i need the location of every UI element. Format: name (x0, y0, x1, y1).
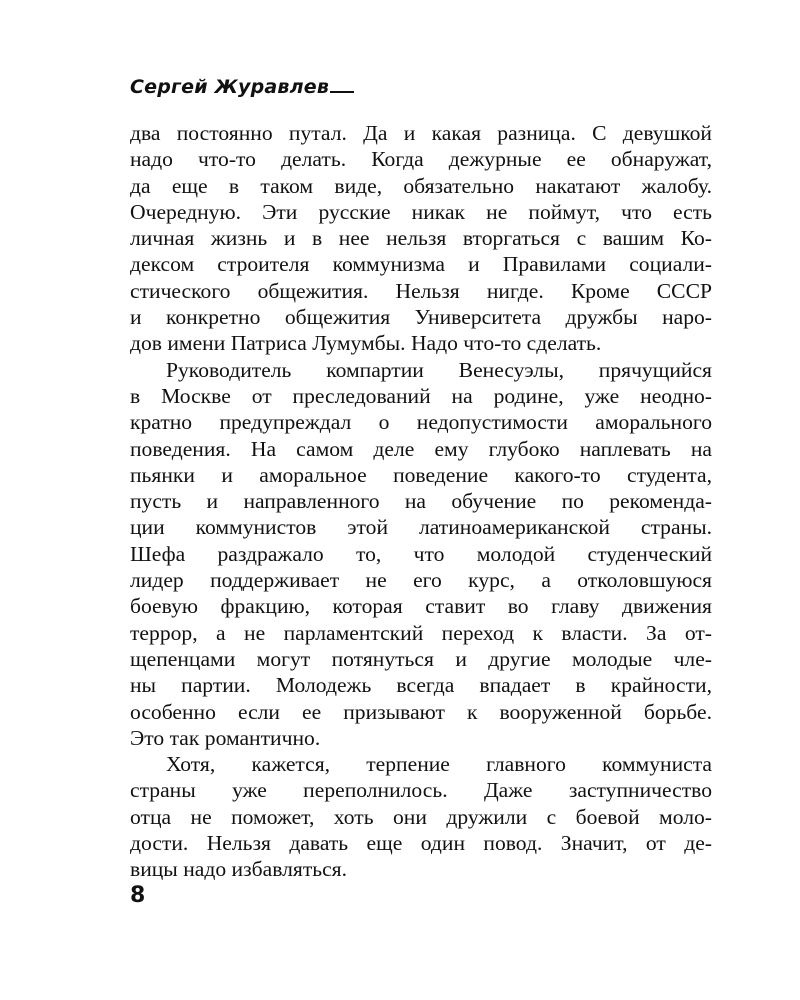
text-line: пьянки и аморальное поведение какого-то студента, (130, 462, 712, 487)
text-line: дов имени Патриса Лумумбы. Надо что-то сделать. (130, 331, 602, 356)
text-line: дости. Нельзя давать еще один повод. Значит, от де- (130, 831, 712, 856)
text-line: стического общежития. Нельзя нигде. Кроме СССР (130, 278, 712, 303)
running-header (130, 76, 354, 98)
text-line: надо что-то делать. Когда дежурные ее обнаружат, (130, 147, 712, 172)
text-line: да еще в таком виде, обязательно накатают жалобу. (130, 173, 712, 198)
text-line: поведения. На самом деле ему глубоко наплевать на (130, 436, 712, 461)
text-line: кратно предупреждал о недопустимости аморального (130, 410, 712, 435)
text-line: лидер поддерживает не его курс, а отколовшуюся (130, 568, 712, 593)
text-line: личная жизнь и в нее нельзя вторгаться с вашим Ко- (130, 226, 712, 251)
text-line: в Москве от преследований на родине, уже неодно- (130, 383, 712, 408)
author-name: Сергей Журавлев (130, 76, 330, 98)
text-line: Это так романтично. (130, 725, 321, 750)
text-line: ны партии. Молодежь всегда впадает в крайности, (130, 673, 712, 698)
text-line: Руководитель компартии Венесуэлы, прячущийся (166, 357, 712, 382)
text-line: Хотя, кажется, терпение главного коммуниста (166, 752, 712, 777)
header-rule (330, 91, 354, 93)
text-line: Очередную. Эти русские никак не поймут, что есть (130, 199, 712, 224)
text-line: пусть и направленного на обучение по рекоменда- (130, 489, 712, 514)
text-line: Шефа раздражало то, что молодой студенческий (130, 541, 712, 566)
page-number: 8 (130, 883, 146, 908)
text-line: вицы надо избавляться. (130, 857, 348, 882)
text-line: страны уже переполнилось. Даже заступничество (130, 778, 712, 803)
body-text (130, 120, 712, 883)
text-line: и конкретно общежития Университета дружбы наро- (130, 305, 712, 330)
text-line: террор, а не парламентский переход к власти. За от- (130, 620, 712, 645)
text-line: особенно если ее призывают к вооруженной борьбе. (130, 699, 712, 724)
text-line: боевую фракцию, которая ставит во главу движения (130, 594, 712, 619)
text-line: отца не поможет, хоть они дружили с боевой моло- (130, 804, 712, 829)
text-line: дексом строителя коммунизма и Правилами социали- (130, 252, 712, 277)
text-line: два постоянно путал. Да и какая разница. С девушкой (130, 121, 712, 145)
text-line: щепенцами могут потянуться и другие молодые чле- (130, 646, 712, 671)
text-line: ции коммунистов этой латиноамериканской страны. (130, 515, 712, 540)
